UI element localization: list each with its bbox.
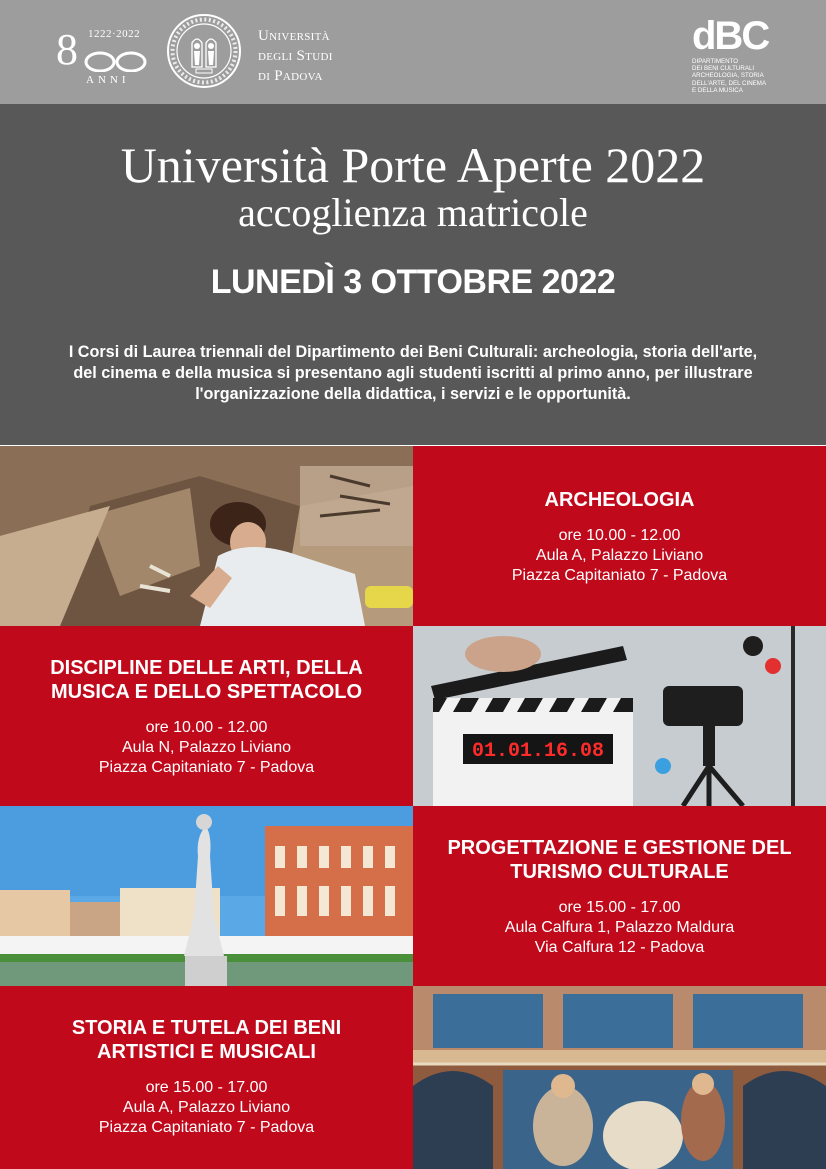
session-time: ore 15.00 - 17.00 [558, 899, 681, 916]
logo-800-zeros-icon [84, 50, 148, 72]
department-logo [692, 16, 772, 94]
title-panel [0, 104, 826, 445]
university-name-line: degli Studi [258, 48, 333, 64]
session-address: Piazza Capitaniato 7 - Padova [511, 567, 728, 584]
logo-800-years: 1222·2022 [88, 28, 141, 40]
session-panel [0, 986, 413, 1169]
session-room: Aula A, Palazzo Liviano [535, 547, 704, 564]
session-panel [413, 806, 826, 986]
film-set-illustration [413, 626, 826, 806]
session-time: ore 10.00 - 12.00 [558, 527, 681, 544]
session-address: Via Calfura 12 - Padova [534, 939, 705, 956]
session-time: ore 10.00 - 12.00 [145, 719, 268, 736]
excavation-photo [0, 446, 413, 626]
department-logo-subtitle [692, 58, 772, 94]
department-subtitle-line: E DELLA MUSICA [692, 86, 743, 94]
clapper-display: 01.01.16.08 [471, 740, 605, 763]
session-row-archeologia [0, 446, 826, 626]
session-title: PROGETTAZIONE E GESTIONE DEL TURISMO CULTURALE [447, 837, 792, 883]
800-anni-logo [56, 24, 148, 84]
session-title: STORIA E TUTELA DEI BENI ARTISTICI E MUSICALI [71, 1017, 342, 1063]
session-row-beni-artistici [0, 986, 826, 1169]
logo-800-big-digit: 8 [56, 25, 78, 74]
excavation-illustration [0, 446, 413, 626]
department-subtitle-line: DEI BENI CULTURALI [692, 65, 755, 73]
logo-bar [0, 0, 826, 104]
department-subtitle-line: DIPARTIMENTO [692, 58, 739, 65]
session-panel [413, 446, 826, 626]
session-address: Piazza Capitaniato 7 - Padova [98, 759, 315, 776]
session-row-dams [0, 626, 826, 806]
department-subtitle-line: DELL'ARTE, DEL CINEMA [692, 79, 767, 87]
university-name-line: Università [258, 28, 330, 44]
department-subtitle-line: ARCHEOLOGIA, STORIA [692, 72, 764, 80]
university-name-line: di Padova [258, 68, 323, 84]
session-time: ore 15.00 - 17.00 [145, 1079, 268, 1096]
session-title: ARCHEOLOGIA [544, 489, 695, 511]
event-subtitle: accoglienza matricole [238, 190, 588, 235]
university-name [258, 26, 333, 86]
session-room: Aula Calfura 1, Palazzo Maldura [504, 919, 735, 936]
fresco-illustration [413, 986, 826, 1169]
university-seal-icon [166, 13, 242, 89]
fresco-photo [413, 986, 826, 1169]
session-row-turismo [0, 806, 826, 986]
logo-800-label: ANNI [86, 74, 130, 86]
department-logo-mark: dBC [692, 14, 769, 58]
event-date: LUNEDÌ 3 OTTOBRE 2022 [210, 263, 616, 301]
session-room: Aula A, Palazzo Liviano [122, 1099, 291, 1116]
session-panel [0, 626, 413, 806]
film-set-photo [413, 626, 826, 806]
event-intro: I Corsi di Laurea triennali del Dipartimento dei Beni Culturali: archeologia, storia dell'arte, del cinema e della musica si presentano agli studenti iscritti al primo anno, per illustrare l'organizzazione della didattica, i servizi e le opportunità. [68, 343, 758, 403]
event-title: Università Porte Aperte 2022 [120, 137, 706, 193]
session-room: Aula N, Palazzo Liviano [122, 739, 291, 756]
session-title: DISCIPLINE DELLE ARTI, DELLA MUSICA E DELLO SPETTACOLO [50, 657, 363, 703]
session-address: Piazza Capitaniato 7 - Padova [98, 1119, 315, 1136]
prato-della-valle-photo [0, 806, 413, 986]
padova-square-illustration [0, 806, 413, 986]
